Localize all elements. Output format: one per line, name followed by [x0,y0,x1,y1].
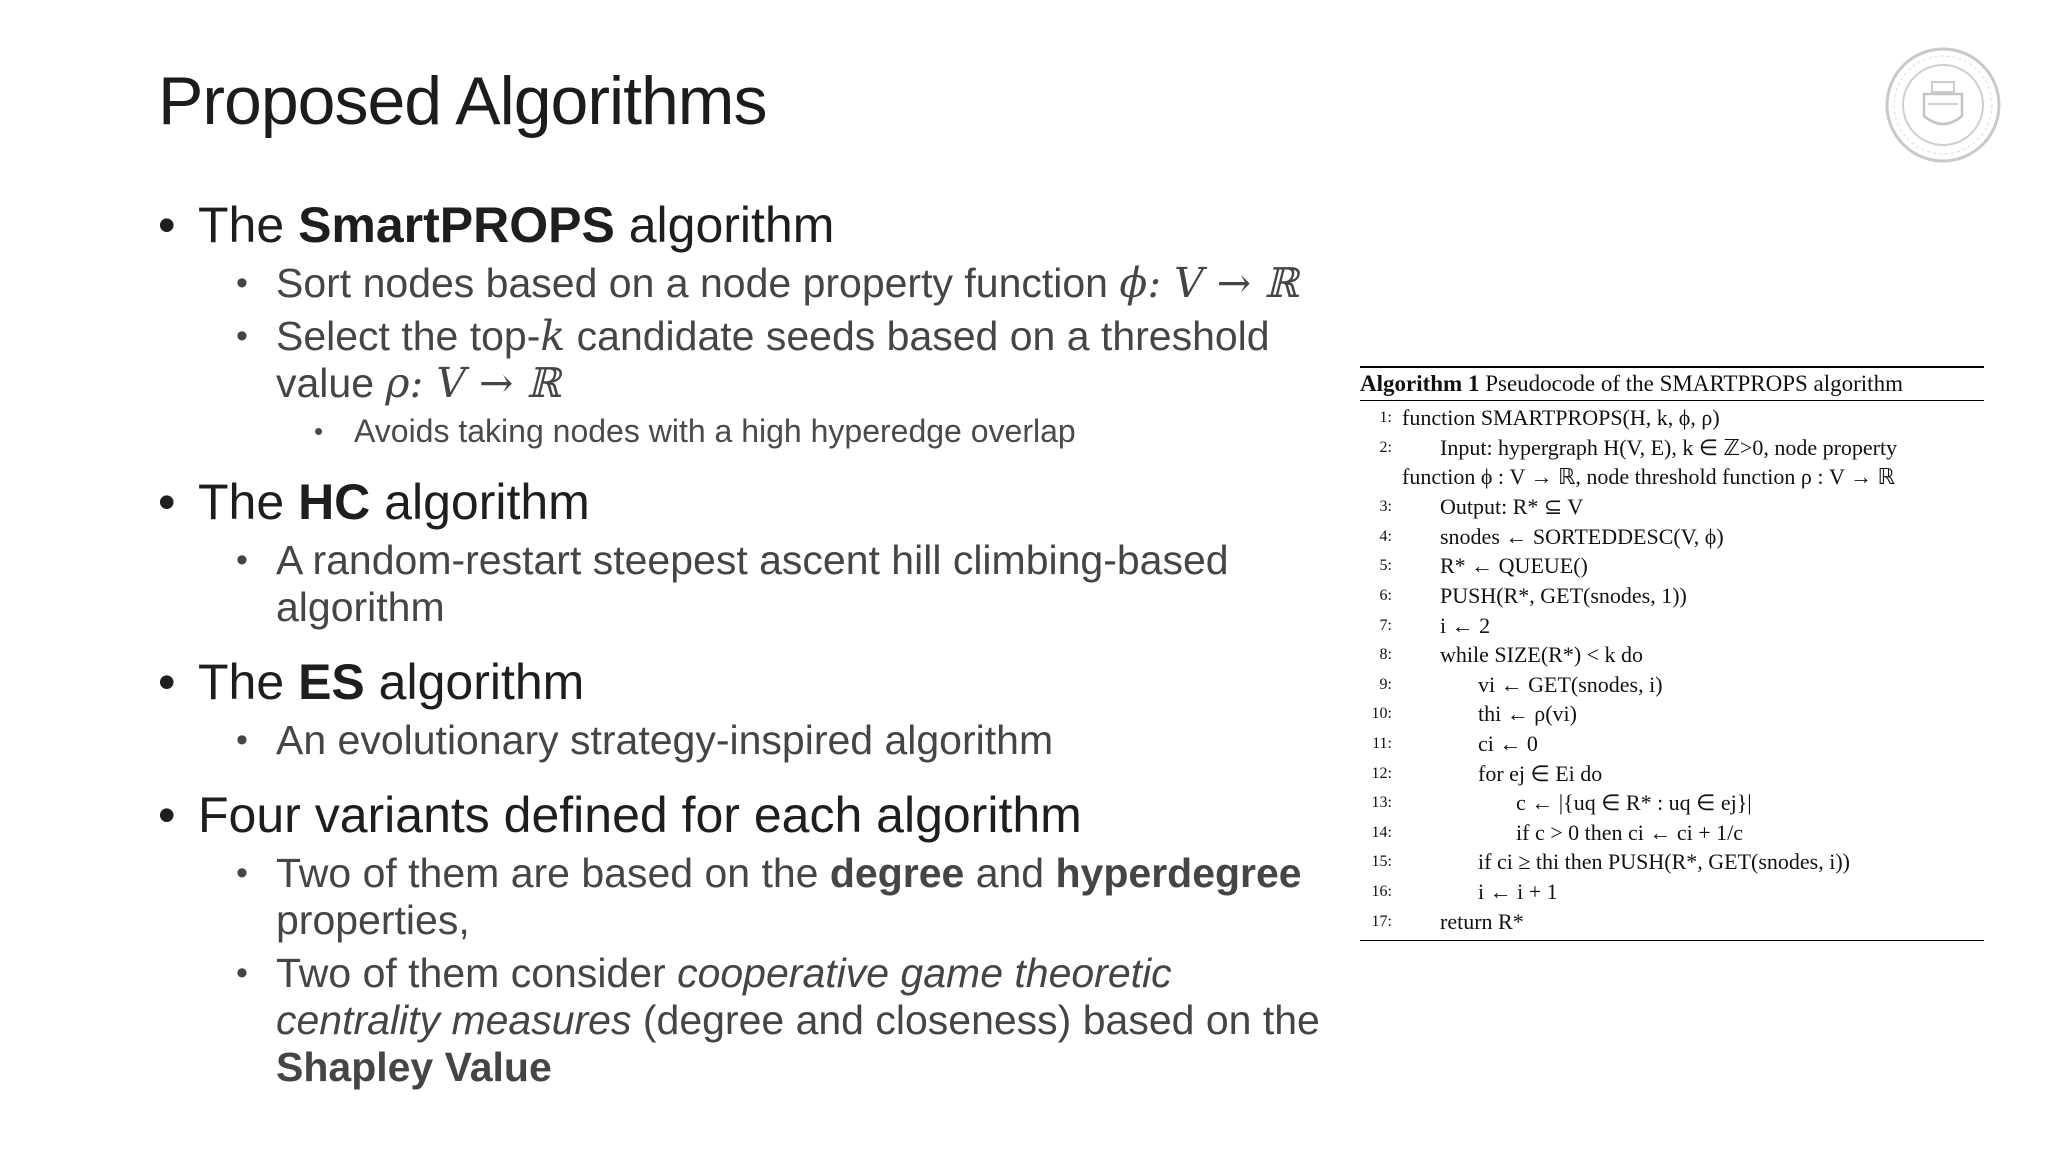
line-number: 15: [1371,853,1392,871]
algorithm-line [1360,403,1984,433]
line-number: 16: [1371,882,1392,900]
line-code: Output: R* ⊆ V [1440,494,1584,520]
line-code: function SMARTPROPS(H, k, ϕ, ρ) [1402,405,1720,430]
line-code: function ϕ : V → ℝ, node threshold function ρ : V → ℝ [1402,464,1895,490]
line-code: PUSH(R*, GET(snodes, 1)) [1440,582,1687,608]
bullet-smartprops-overlap: • Avoids taking nodes with a high hyperedge overlap [314,411,1338,451]
algorithm-line [1360,759,1984,789]
algorithm-line [1360,788,1984,818]
line-number: 7: [1379,616,1392,634]
bullet-list [158,182,1338,1091]
line-code: ci ← 0 [1478,730,1538,756]
line-code: Input: hypergraph H(V, E), k ∈ ℤ>0, node property [1440,434,1898,460]
line-number: 5: [1379,557,1392,575]
algorithm-line [1360,847,1984,877]
bullet-es-description: • An evolutionary strategy-inspired algorithm [236,717,1338,764]
algorithm-line [1360,581,1984,611]
line-number: 4: [1379,527,1392,545]
line-number: 12: [1371,764,1392,782]
algorithm-lines [1360,401,1984,936]
algorithm-caption: Algorithm 1 Pseudocode of the SMARTPROPS algorithm [1360,371,1903,396]
algorithm-line [1360,492,1984,522]
algorithm-line [1360,433,1984,463]
bullet-variants: • Four variants defined for each algorithm [158,786,1338,844]
algorithm-line [1360,818,1984,848]
bullet-smartprops: • The SmartPROPS algorithm [158,196,1338,254]
line-number: 13: [1371,794,1392,812]
line-code: thi ← ρ(vi) [1478,701,1577,727]
bullet-variants-degree: • Two of them are based on the degree and hyperdegree properties, [236,850,1338,944]
line-code: if c > 0 then ci ← ci + 1/c [1516,819,1744,845]
line-code: c ← |{uq ∈ R* : uq ∈ ej}| [1516,790,1752,816]
bullet-smartprops-select: • Select the top-k candidate seeds based on a threshold value ρ: V → ℝ [236,313,1338,407]
bullet-hc: • The HC algorithm [158,473,1338,531]
line-number: 17: [1371,912,1392,930]
line-number: 3: [1379,498,1392,516]
line-number: 9: [1379,675,1392,693]
bullet-smartprops-sort: • Sort nodes based on a node property function ϕ: V → ℝ [236,260,1338,307]
bullet-variants-shapley: • Two of them consider cooperative game theoretic centrality measures (degree and closeness) based on the Shapley Value [236,950,1338,1091]
line-code: R* ← QUEUE() [1440,553,1588,579]
algorithm-line [1360,462,1984,492]
algorithm-line [1360,551,1984,581]
algorithm-line [1360,729,1984,759]
line-code: vi ← GET(snodes, i) [1478,671,1663,697]
line-code: while SIZE(R*) < k do [1440,642,1644,668]
algorithm-line [1360,522,1984,552]
algorithm-line [1360,670,1984,700]
algorithm-line [1360,699,1984,729]
algorithm-box [1360,366,1984,941]
algorithm-line [1360,907,1984,937]
slide-title: Proposed Algorithms [158,63,767,139]
algorithm-line [1360,611,1984,641]
line-code: snodes ← SORTEDDESC(V, ϕ) [1440,523,1724,549]
line-number: 6: [1379,586,1392,604]
line-number: 8: [1379,646,1392,664]
line-number: 10: [1371,705,1392,723]
line-number: 1: [1379,409,1392,426]
line-code: i ← 2 [1440,612,1491,638]
algorithm-line [1360,640,1984,670]
line-code: i ← i + 1 [1478,878,1558,904]
line-number: 2: [1379,438,1392,456]
line-code: return R* [1440,908,1524,934]
university-seal-logo [1884,46,2002,164]
line-code: if ci ≥ thi then PUSH(R*, GET(snodes, i)) [1478,849,1850,875]
line-number: 14: [1371,823,1392,841]
line-code: for ej ∈ Ei do [1478,760,1603,786]
line-number: 11: [1372,734,1392,752]
algorithm-line [1360,877,1984,907]
bullet-es: • The ES algorithm [158,653,1338,711]
bullet-hc-description: • A random-restart steepest ascent hill climbing-based algorithm [236,537,1338,631]
